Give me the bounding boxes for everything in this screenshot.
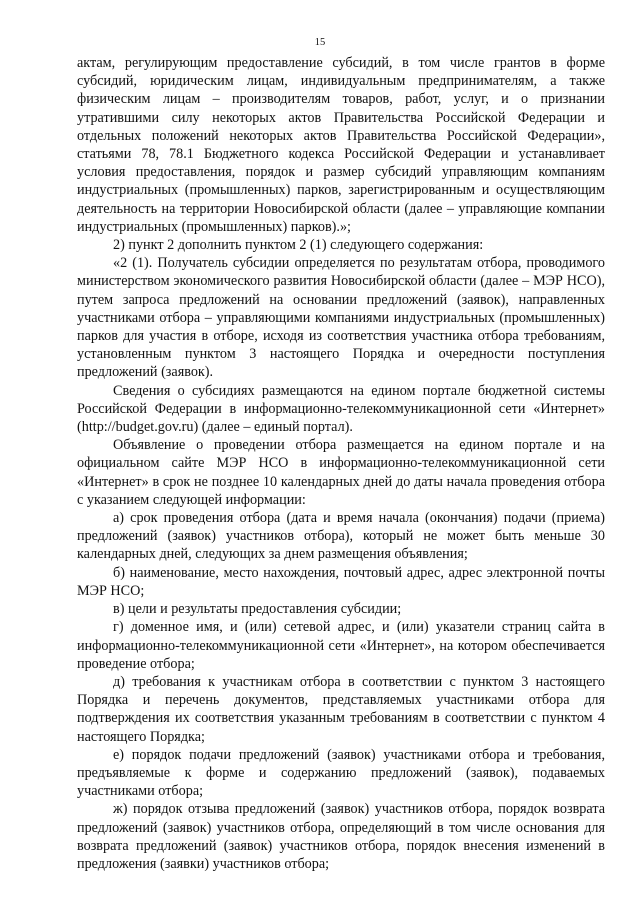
list-item-b: б) наименование, место нахождения, почтовый адрес, адрес электронной почты МЭР НСО;	[77, 564, 605, 599]
paragraph-clause-2-1: «2 (1). Получатель субсидии определяется по результатам отбора, проводимого министерством экономического развития Новосибирской области (далее – МЭР НСО), путем запроса предложений на основании предложений (заявок), направленных участниками отбора – управляющими компаниями индустриальных (промышленных) парков для участия в отборе, исходя из соответствия участника отбора требованиям, установленным пунктом 3 настоящего Порядка и очередности поступления предложений (заявок).	[77, 255, 605, 381]
paragraph-selection-announcement: Объявление о проведении отбора размещается на едином портале и на официальном сайте МЭР НСО в информационно-телекоммуникационной сети «Интернет» в срок не позднее 10 календарных дней до даты начала проведения отбора с указанием следующей информации:	[77, 437, 605, 508]
list-item-d: д) требования к участникам отбора в соответствии с пунктом 3 настоящего Порядка и перечень документов, представляемых участниками отбора для подтверждения их соответствия указанным требованиям в соответствии с пунктом 4 настоящего Порядка;	[77, 673, 605, 745]
paragraph-item-2: 2) пункт 2 дополнить пунктом 2 (1) следующего содержания:	[113, 237, 484, 254]
paragraph-subsidy-info: Сведения о субсидиях размещаются на едином портале бюджетной системы Российской Федерации в информационно-телекоммуникационной сети «Интернет» (http://budget.gov.ru) (далее – единый портал).	[77, 382, 605, 436]
list-item-zh: ж) порядок отзыва предложений (заявок) участников отбора, порядок возврата предложений (заявок) участников отбора, определяющий в том числе основания для возврата предложений (заявок) участников отбора, порядок внесения изменений в предложения (заявки) участников отбора;	[77, 801, 605, 872]
document-body	[77, 54, 605, 873]
list-item-g: г) доменное имя, и (или) сетевой адрес, и (или) указатели страниц сайта в информационно-телекоммуникационной сети «Интернет», на котором обеспечивается проведение отбора;	[77, 619, 605, 672]
list-item-e: е) порядок подачи предложений (заявок) участниками отбора и требования, предъявляемые к форме и содержанию предложений (заявок), подаваемых участниками отбора;	[77, 746, 605, 800]
list-item-v: в) цели и результаты предоставления субсидии;	[113, 601, 402, 618]
list-item-a: а) срок проведения отбора (дата и время начала (окончания) подачи (приема) предложений (заявок) участников отбора), который не может быть меньше 30 календарных дней, следующих за днем размещения объявления;	[77, 510, 605, 563]
page-number: 15	[314, 37, 326, 48]
paragraph-continuation: актам, регулирующим предоставление субсидий, в том числе грантов в форме субсидий, юридическим лицам, индивидуальным предпринимателям, а также физическим лицам – производителям товаров, работ, услуг, и о признании утратившими силу некоторых актов Правительства Российской Федерации и отдельных положений некоторых актов Правительства Российской Федерации», статьями 78, 78.1 Бюджетного кодекса Российской Федерации и устанавливает условия предоставления, порядок и размер субсидий управляющим компаниям индустриальных (промышленных) парков, зарегистрированным и осуществляющим деятельность на территории Новосибирской области (далее – управляющие компании индустриальных (промышленных) парков).»;	[77, 55, 605, 235]
